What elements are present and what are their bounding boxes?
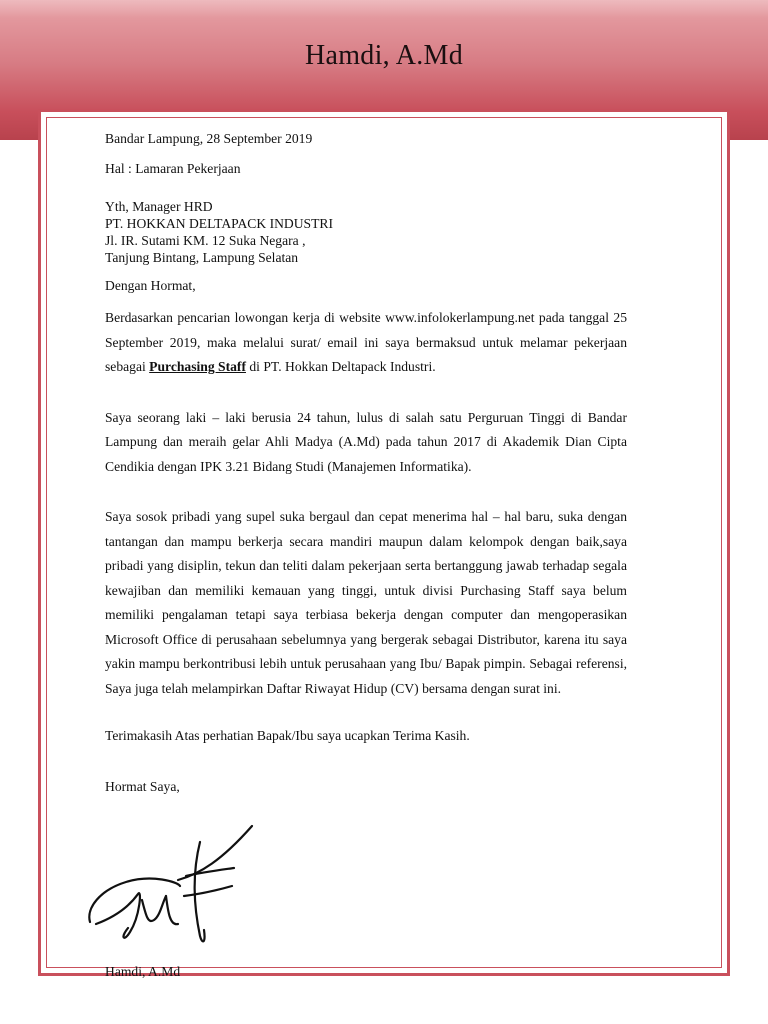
paragraph-1: [105, 306, 627, 380]
position-title: Purchasing Staff: [149, 359, 246, 374]
signature-image: [82, 820, 262, 960]
recipient-line: Yth, Manager HRD: [105, 199, 213, 214]
letter-frame-inner: [46, 117, 722, 979]
recipient-block: [105, 198, 627, 266]
recipient-line: PT. HOKKAN DELTAPACK INDUSTRI: [105, 216, 334, 231]
letter-frame: [38, 109, 730, 979]
recipient-line: Jl. IR. Sutami KM. 12 Suka Negara ,: [105, 233, 306, 248]
greeting: Dengan Hormat,: [105, 278, 196, 293]
date-line: Bandar Lampung, 28 September 2019: [105, 131, 313, 146]
paragraph-2: Saya seorang laki – laki berusia 24 tahun, lulus di salah satu Perguruan Tinggi di Bandar Lampung dan meraih gelar Ahli Madya (A.Md) pada tahun 2017 di Akademik Dian Cipta Cendikia dengan IPK 3.21 Bidang Studi (Manajemen Informatika).: [105, 409, 627, 474]
subject-line: Hal : Lamaran Pekerjaan: [105, 161, 241, 176]
paragraph-1-text-a: Berdasarkan pencarian lowongan kerja di website www.infolokerlampung.net pada tanggal 25 September 2019, maka melalui surat/ email ini saya bermaksud untuk melamar pekerjaan sebagai: [105, 310, 627, 374]
paragraph-1-text-b: di PT. Hokkan Deltapack Industri.: [245, 359, 436, 374]
thanks-line: Terimakasih Atas perhatian Bapak/Ibu saya ucapkan Terima Kasih.: [105, 728, 470, 743]
signature-name: Hamdi, A.Md: [105, 964, 181, 979]
header-name: Hamdi, A.Md: [304, 40, 464, 71]
letter-body: [105, 130, 627, 795]
paragraph-3: Saya sosok pribadi yang supel suka bergaul dan cepat menerima hal – hal baru, suka dengan tantangan dan mampu berkerja secara mandiri maupun dalam kelompok dengan baik,saya pribadi yang disiplin, tekun dan teliti dalam pekerjaan serta bertanggung jawab terhadap segala kewajiban dan memiliki kemauan yang tinggi, untuk divisi Purchasing Staff saya belum memiliki pengalaman tetapi saya terbiasa bekerja dengan computer dan mengoperasikan Microsoft Office di perusahaan sebelumnya yang bergerak sebagai Distributor, karena itu saya yakin mampu berkontribusi lebih untuk perusahaan yang Ibu/ Bapak pimpin. Sebagai referensi, Saya juga telah melampirkan Daftar Riwayat Hidup (CV) bersama dengan surat ini.: [105, 509, 627, 696]
recipient-line: Tanjung Bintang, Lampung Selatan: [105, 250, 299, 265]
closing-line: Hormat Saya,: [105, 779, 180, 794]
